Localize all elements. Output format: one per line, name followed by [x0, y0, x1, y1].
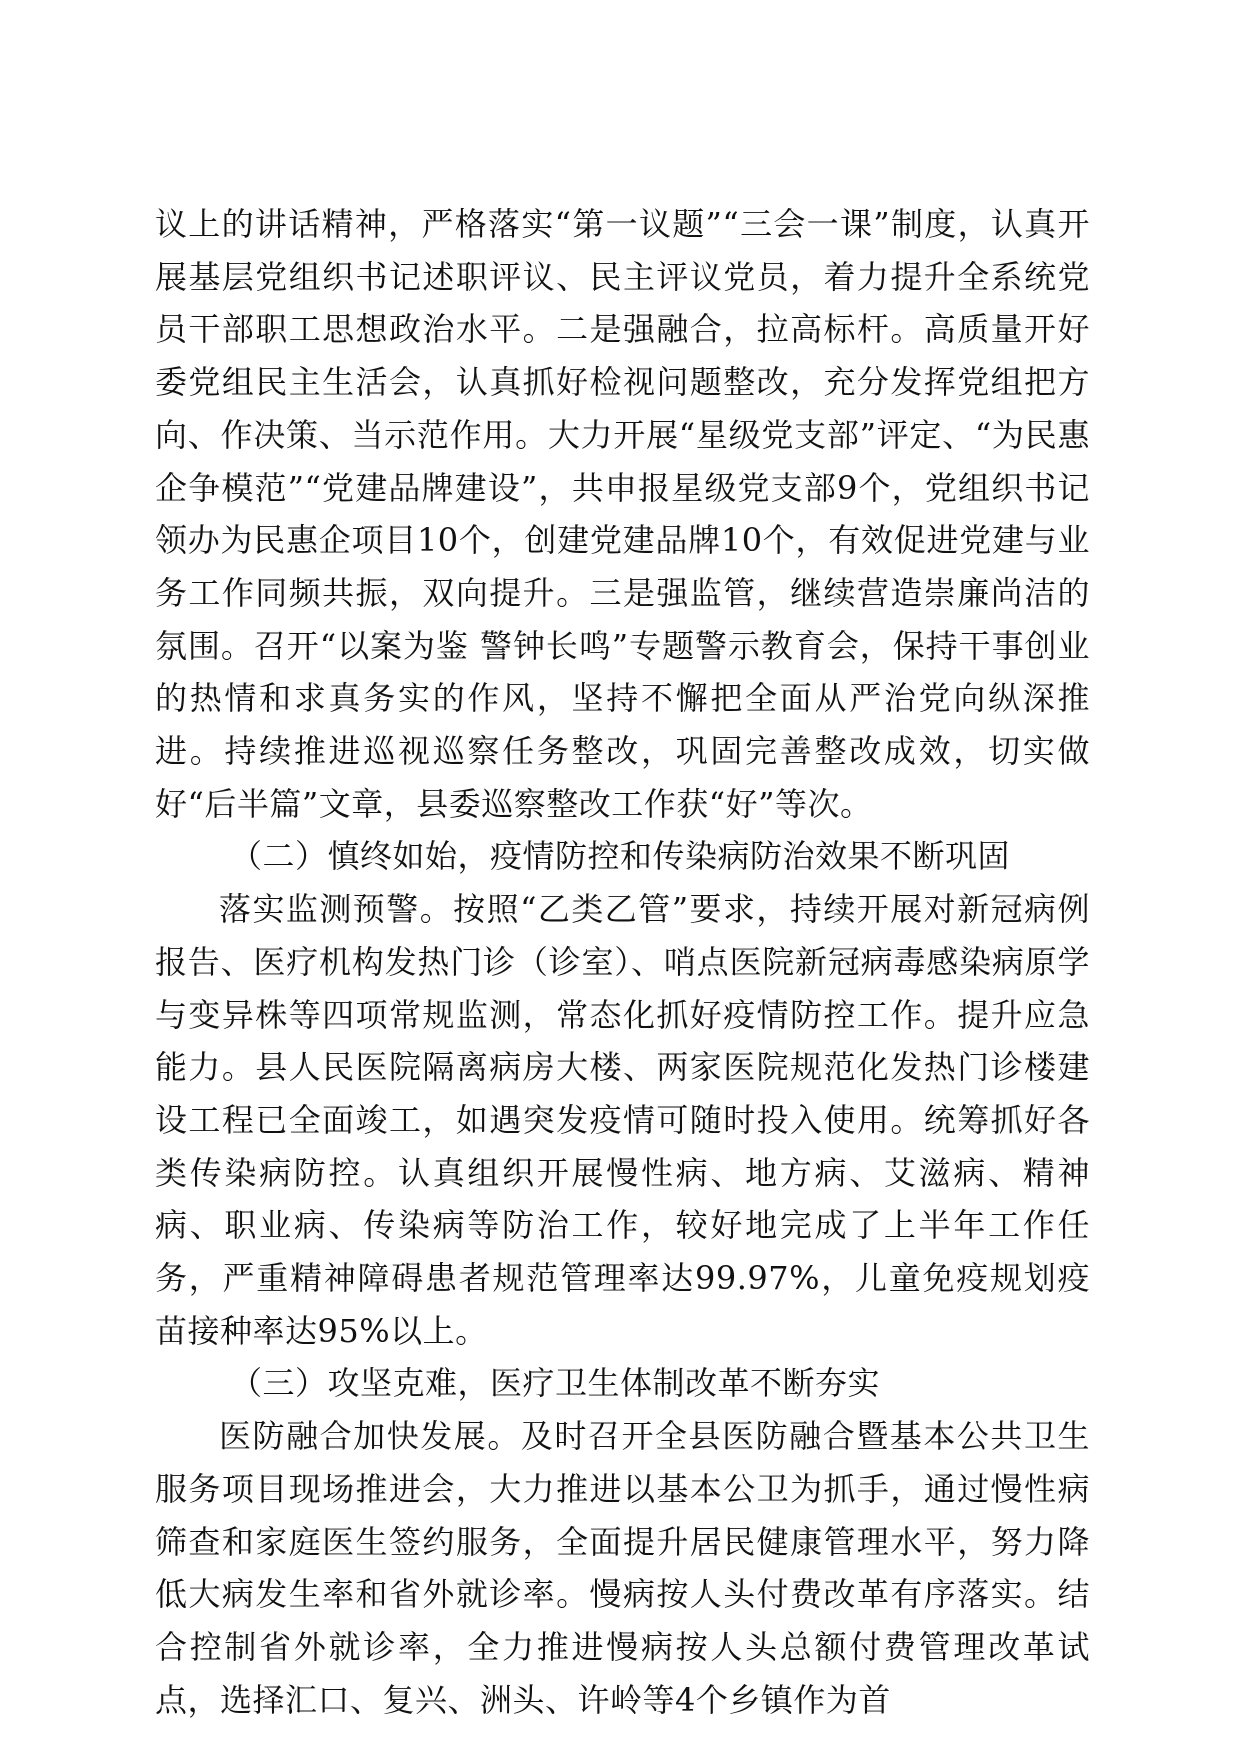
section-heading-3: （三）攻坚克难，医疗卫生体制改革不断夯实 — [230, 1364, 881, 1403]
paragraph-epidemic-prevention: 落实监测预警。按照“乙类乙管”要求，持续开展对新冠病例报告、医疗机构发热门诊（诊室）、哨点医院新冠病毒感染病原学与变异株等四项常规监测，常态化抓好疫情防控工作。提升应急能力。县人民医院隔离病房大楼、两家医院规范化发热门诊楼建设工程已全面竣工，如遇突发疫情可随时投入使用。统筹抓好各类传染病防控。认真组织开展慢性病、地方病、艾滋病、精神病、职业病、传染病等防治工作，较好地完成了上半年工作任务，严重精神障碍患者规范管理率达99.97%，儿童免疫规划疫苗接种率达95%以上。 — [155, 890, 1090, 1350]
document-body — [155, 198, 1090, 1726]
continued-paragraph: 议上的讲话精神，严格落实“第一议题”“三会一课”制度，认真开展基层党组织书记述职评议、民主评议党员，着力提升全系统党员干部职工思想政治水平。二是强融合，拉高标杆。高质量开好委党组民主生活会，认真抓好检视问题整改，充分发挥党组把方向、作决策、当示范作用。大力开展“星级党支部”评定、“为民惠企争模范”“党建品牌建设”，共申报星级党支部9个，党组织书记领办为民惠企项目10个，创建党建品牌10个，有效促进党建与业务工作同频共振，双向提升。三是强监管，继续营造崇廉尚洁的氛围。召开“以案为鉴 警钟长鸣”专题警示教育会，保持干事创业的热情和求真务实的作风，坚持不懈把全面从严治党向纵深推进。持续推进巡视巡察任务整改，巩固完善整改成效，切实做好“后半篇”文章，县委巡察整改工作获“好”等次。 — [155, 205, 1090, 823]
paragraph-medical-reform: 医防融合加快发展。及时召开全县医防融合暨基本公共卫生服务项目现场推进会，大力推进以基本公卫为抓手，通过慢性病筛查和家庭医生签约服务，全面提升居民健康管理水平，努力降低大病发生率和省外就诊率。慢病按人头付费改革有序落实。结合控制省外就诊率，全力推进慢病按人头总额付费管理改革试点，选择汇口、复兴、洲头、许岭等4个乡镇作为首 — [155, 1417, 1090, 1719]
section-heading-2: （二）慎终如始，疫情防控和传染病防治效果不断巩固 — [230, 837, 1011, 876]
